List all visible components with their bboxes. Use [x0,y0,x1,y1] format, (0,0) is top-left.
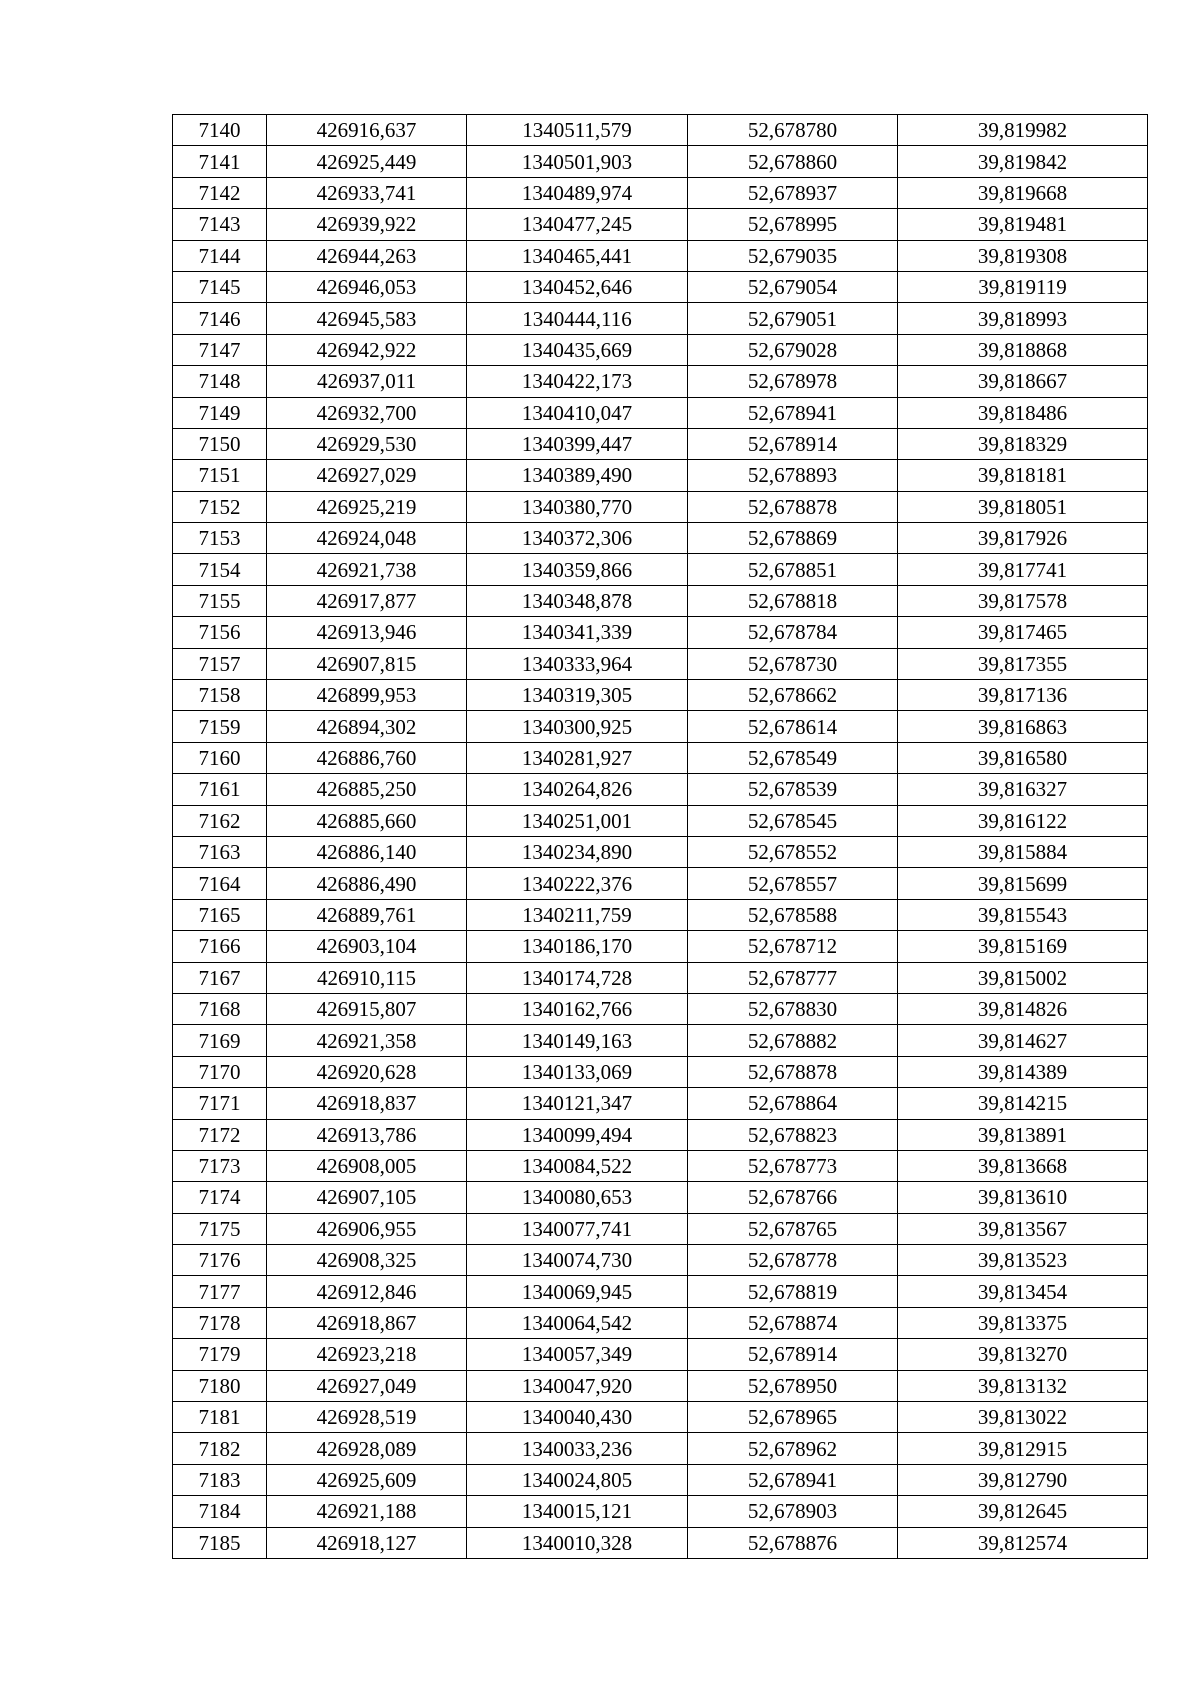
point-number-cell: 7176 [173,1245,267,1276]
latitude-cell: 52,678557 [688,868,898,899]
latitude-cell: 52,678882 [688,1025,898,1056]
y-coordinate-cell: 1340057,349 [467,1339,688,1370]
y-coordinate-cell: 1340380,770 [467,491,688,522]
y-coordinate-cell: 1340422,173 [467,366,688,397]
table-row [173,1464,1148,1495]
latitude-cell: 52,678819 [688,1276,898,1307]
longitude-cell: 39,817578 [898,585,1148,616]
point-number-cell: 7168 [173,993,267,1024]
y-coordinate-cell: 1340069,945 [467,1276,688,1307]
y-coordinate-cell: 1340444,116 [467,303,688,334]
x-coordinate-cell: 426913,946 [267,617,467,648]
x-coordinate-cell: 426921,738 [267,554,467,585]
y-coordinate-cell: 1340077,741 [467,1213,688,1244]
table-row [173,240,1148,271]
y-coordinate-cell: 1340389,490 [467,460,688,491]
y-coordinate-cell: 1340300,925 [467,711,688,742]
latitude-cell: 52,678869 [688,523,898,554]
point-number-cell: 7145 [173,271,267,302]
point-number-cell: 7175 [173,1213,267,1244]
latitude-cell: 52,678777 [688,962,898,993]
longitude-cell: 39,819982 [898,115,1148,146]
longitude-cell: 39,818329 [898,428,1148,459]
y-coordinate-cell: 1340341,339 [467,617,688,648]
y-coordinate-cell: 1340080,653 [467,1182,688,1213]
longitude-cell: 39,814389 [898,1056,1148,1087]
point-number-cell: 7162 [173,805,267,836]
y-coordinate-cell: 1340435,669 [467,334,688,365]
table-row [173,523,1148,554]
longitude-cell: 39,818868 [898,334,1148,365]
latitude-cell: 52,678893 [688,460,898,491]
x-coordinate-cell: 426925,219 [267,491,467,522]
x-coordinate-cell: 426910,115 [267,962,467,993]
coordinates-table [172,114,1148,1559]
x-coordinate-cell: 426921,188 [267,1496,467,1527]
table-row [173,899,1148,930]
latitude-cell: 52,678941 [688,1464,898,1495]
point-number-cell: 7172 [173,1119,267,1150]
x-coordinate-cell: 426944,263 [267,240,467,271]
y-coordinate-cell: 1340333,964 [467,648,688,679]
latitude-cell: 52,678851 [688,554,898,585]
x-coordinate-cell: 426907,105 [267,1182,467,1213]
longitude-cell: 39,817741 [898,554,1148,585]
y-coordinate-cell: 1340399,447 [467,428,688,459]
y-coordinate-cell: 1340211,759 [467,899,688,930]
point-number-cell: 7152 [173,491,267,522]
latitude-cell: 52,678950 [688,1370,898,1401]
longitude-cell: 39,815169 [898,931,1148,962]
y-coordinate-cell: 1340074,730 [467,1245,688,1276]
latitude-cell: 52,678864 [688,1088,898,1119]
latitude-cell: 52,678712 [688,931,898,962]
table-row [173,648,1148,679]
x-coordinate-cell: 426924,048 [267,523,467,554]
point-number-cell: 7171 [173,1088,267,1119]
longitude-cell: 39,813610 [898,1182,1148,1213]
longitude-cell: 39,818993 [898,303,1148,334]
x-coordinate-cell: 426915,807 [267,993,467,1024]
longitude-cell: 39,818486 [898,397,1148,428]
longitude-cell: 39,813567 [898,1213,1148,1244]
table-row [173,1276,1148,1307]
x-coordinate-cell: 426907,815 [267,648,467,679]
latitude-cell: 52,678914 [688,1339,898,1370]
x-coordinate-cell: 426889,761 [267,899,467,930]
x-coordinate-cell: 426928,519 [267,1402,467,1433]
longitude-cell: 39,816327 [898,774,1148,805]
latitude-cell: 52,678903 [688,1496,898,1527]
table-row [173,209,1148,240]
longitude-cell: 39,817136 [898,680,1148,711]
y-coordinate-cell: 1340174,728 [467,962,688,993]
latitude-cell: 52,678878 [688,1056,898,1087]
point-number-cell: 7177 [173,1276,267,1307]
longitude-cell: 39,814627 [898,1025,1148,1056]
latitude-cell: 52,678549 [688,742,898,773]
point-number-cell: 7164 [173,868,267,899]
x-coordinate-cell: 426942,922 [267,334,467,365]
y-coordinate-cell: 1340251,001 [467,805,688,836]
point-number-cell: 7185 [173,1527,267,1558]
table-row [173,993,1148,1024]
x-coordinate-cell: 426925,609 [267,1464,467,1495]
x-coordinate-cell: 426945,583 [267,303,467,334]
y-coordinate-cell: 1340511,579 [467,115,688,146]
y-coordinate-cell: 1340162,766 [467,993,688,1024]
point-number-cell: 7156 [173,617,267,648]
y-coordinate-cell: 1340121,347 [467,1088,688,1119]
x-coordinate-cell: 426923,218 [267,1339,467,1370]
latitude-cell: 52,678614 [688,711,898,742]
table-row [173,1213,1148,1244]
x-coordinate-cell: 426921,358 [267,1025,467,1056]
y-coordinate-cell: 1340033,236 [467,1433,688,1464]
longitude-cell: 39,813022 [898,1402,1148,1433]
point-number-cell: 7160 [173,742,267,773]
table-row [173,742,1148,773]
point-number-cell: 7143 [173,209,267,240]
latitude-cell: 52,679028 [688,334,898,365]
longitude-cell: 39,812915 [898,1433,1148,1464]
table-row [173,1150,1148,1181]
x-coordinate-cell: 426913,786 [267,1119,467,1150]
longitude-cell: 39,813132 [898,1370,1148,1401]
point-number-cell: 7148 [173,366,267,397]
y-coordinate-cell: 1340084,522 [467,1150,688,1181]
point-number-cell: 7170 [173,1056,267,1087]
y-coordinate-cell: 1340465,441 [467,240,688,271]
table-row [173,1433,1148,1464]
longitude-cell: 39,812574 [898,1527,1148,1558]
point-number-cell: 7163 [173,836,267,867]
longitude-cell: 39,818667 [898,366,1148,397]
latitude-cell: 52,678878 [688,491,898,522]
x-coordinate-cell: 426899,953 [267,680,467,711]
x-coordinate-cell: 426939,922 [267,209,467,240]
latitude-cell: 52,678545 [688,805,898,836]
table-row [173,836,1148,867]
y-coordinate-cell: 1340024,805 [467,1464,688,1495]
x-coordinate-cell: 426886,490 [267,868,467,899]
latitude-cell: 52,678730 [688,648,898,679]
latitude-cell: 52,678780 [688,115,898,146]
longitude-cell: 39,816863 [898,711,1148,742]
point-number-cell: 7169 [173,1025,267,1056]
y-coordinate-cell: 1340149,163 [467,1025,688,1056]
table-row [173,680,1148,711]
longitude-cell: 39,814215 [898,1088,1148,1119]
table-row [173,1527,1148,1558]
point-number-cell: 7173 [173,1150,267,1181]
x-coordinate-cell: 426925,449 [267,146,467,177]
table-row [173,491,1148,522]
table-row [173,1370,1148,1401]
latitude-cell: 52,678874 [688,1307,898,1338]
coordinates-table-body [173,115,1148,1559]
longitude-cell: 39,818181 [898,460,1148,491]
latitude-cell: 52,679051 [688,303,898,334]
point-number-cell: 7154 [173,554,267,585]
y-coordinate-cell: 1340359,866 [467,554,688,585]
latitude-cell: 52,679035 [688,240,898,271]
latitude-cell: 52,678784 [688,617,898,648]
table-row [173,177,1148,208]
table-row [173,428,1148,459]
longitude-cell: 39,815543 [898,899,1148,930]
y-coordinate-cell: 1340234,890 [467,836,688,867]
longitude-cell: 39,818051 [898,491,1148,522]
latitude-cell: 52,678766 [688,1182,898,1213]
point-number-cell: 7153 [173,523,267,554]
longitude-cell: 39,819481 [898,209,1148,240]
point-number-cell: 7140 [173,115,267,146]
table-row [173,774,1148,805]
longitude-cell: 39,814826 [898,993,1148,1024]
latitude-cell: 52,678539 [688,774,898,805]
longitude-cell: 39,819842 [898,146,1148,177]
point-number-cell: 7141 [173,146,267,177]
table-row [173,1496,1148,1527]
x-coordinate-cell: 426933,741 [267,177,467,208]
x-coordinate-cell: 426885,250 [267,774,467,805]
point-number-cell: 7178 [173,1307,267,1338]
latitude-cell: 52,678552 [688,836,898,867]
y-coordinate-cell: 1340264,826 [467,774,688,805]
table-row [173,617,1148,648]
y-coordinate-cell: 1340348,878 [467,585,688,616]
x-coordinate-cell: 426903,104 [267,931,467,962]
longitude-cell: 39,813375 [898,1307,1148,1338]
latitude-cell: 52,678914 [688,428,898,459]
table-row [173,805,1148,836]
latitude-cell: 52,678765 [688,1213,898,1244]
point-number-cell: 7174 [173,1182,267,1213]
longitude-cell: 39,813270 [898,1339,1148,1370]
longitude-cell: 39,817926 [898,523,1148,554]
y-coordinate-cell: 1340015,121 [467,1496,688,1527]
table-row [173,1245,1148,1276]
x-coordinate-cell: 426908,005 [267,1150,467,1181]
longitude-cell: 39,817355 [898,648,1148,679]
table-row [173,585,1148,616]
table-row [173,931,1148,962]
latitude-cell: 52,678860 [688,146,898,177]
x-coordinate-cell: 426918,867 [267,1307,467,1338]
longitude-cell: 39,813891 [898,1119,1148,1150]
longitude-cell: 39,816580 [898,742,1148,773]
x-coordinate-cell: 426928,089 [267,1433,467,1464]
y-coordinate-cell: 1340501,903 [467,146,688,177]
longitude-cell: 39,815884 [898,836,1148,867]
y-coordinate-cell: 1340133,069 [467,1056,688,1087]
longitude-cell: 39,812790 [898,1464,1148,1495]
table-row [173,1056,1148,1087]
point-number-cell: 7183 [173,1464,267,1495]
x-coordinate-cell: 426906,955 [267,1213,467,1244]
table-row [173,1025,1148,1056]
longitude-cell: 39,813523 [898,1245,1148,1276]
table-row [173,146,1148,177]
point-number-cell: 7155 [173,585,267,616]
longitude-cell: 39,819308 [898,240,1148,271]
y-coordinate-cell: 1340064,542 [467,1307,688,1338]
table-row [173,1307,1148,1338]
latitude-cell: 52,678823 [688,1119,898,1150]
point-number-cell: 7146 [173,303,267,334]
y-coordinate-cell: 1340410,047 [467,397,688,428]
y-coordinate-cell: 1340186,170 [467,931,688,962]
y-coordinate-cell: 1340222,376 [467,868,688,899]
point-number-cell: 7158 [173,680,267,711]
y-coordinate-cell: 1340319,305 [467,680,688,711]
table-row [173,711,1148,742]
y-coordinate-cell: 1340372,306 [467,523,688,554]
latitude-cell: 52,679054 [688,271,898,302]
latitude-cell: 52,678937 [688,177,898,208]
table-row [173,1119,1148,1150]
latitude-cell: 52,678773 [688,1150,898,1181]
x-coordinate-cell: 426920,628 [267,1056,467,1087]
table-row [173,115,1148,146]
latitude-cell: 52,678662 [688,680,898,711]
table-row [173,1339,1148,1370]
longitude-cell: 39,815002 [898,962,1148,993]
y-coordinate-cell: 1340040,430 [467,1402,688,1433]
table-row [173,334,1148,365]
latitude-cell: 52,678778 [688,1245,898,1276]
x-coordinate-cell: 426912,846 [267,1276,467,1307]
longitude-cell: 39,812645 [898,1496,1148,1527]
x-coordinate-cell: 426927,049 [267,1370,467,1401]
table-row [173,397,1148,428]
x-coordinate-cell: 426937,011 [267,366,467,397]
point-number-cell: 7181 [173,1402,267,1433]
latitude-cell: 52,678588 [688,899,898,930]
longitude-cell: 39,817465 [898,617,1148,648]
x-coordinate-cell: 426918,127 [267,1527,467,1558]
latitude-cell: 52,678962 [688,1433,898,1464]
y-coordinate-cell: 1340010,328 [467,1527,688,1558]
y-coordinate-cell: 1340452,646 [467,271,688,302]
table-row [173,962,1148,993]
table-row [173,868,1148,899]
table-row [173,554,1148,585]
point-number-cell: 7165 [173,899,267,930]
point-number-cell: 7157 [173,648,267,679]
point-number-cell: 7161 [173,774,267,805]
x-coordinate-cell: 426929,530 [267,428,467,459]
longitude-cell: 39,819119 [898,271,1148,302]
longitude-cell: 39,813668 [898,1150,1148,1181]
x-coordinate-cell: 426946,053 [267,271,467,302]
point-number-cell: 7167 [173,962,267,993]
latitude-cell: 52,678965 [688,1402,898,1433]
point-number-cell: 7150 [173,428,267,459]
x-coordinate-cell: 426894,302 [267,711,467,742]
table-row [173,1182,1148,1213]
point-number-cell: 7144 [173,240,267,271]
longitude-cell: 39,819668 [898,177,1148,208]
point-number-cell: 7142 [173,177,267,208]
point-number-cell: 7180 [173,1370,267,1401]
point-number-cell: 7179 [173,1339,267,1370]
x-coordinate-cell: 426885,660 [267,805,467,836]
point-number-cell: 7151 [173,460,267,491]
y-coordinate-cell: 1340047,920 [467,1370,688,1401]
x-coordinate-cell: 426917,877 [267,585,467,616]
latitude-cell: 52,678876 [688,1527,898,1558]
latitude-cell: 52,678941 [688,397,898,428]
point-number-cell: 7166 [173,931,267,962]
x-coordinate-cell: 426886,760 [267,742,467,773]
y-coordinate-cell: 1340099,494 [467,1119,688,1150]
y-coordinate-cell: 1340281,927 [467,742,688,773]
table-row [173,460,1148,491]
x-coordinate-cell: 426927,029 [267,460,467,491]
y-coordinate-cell: 1340477,245 [467,209,688,240]
x-coordinate-cell: 426908,325 [267,1245,467,1276]
point-number-cell: 7149 [173,397,267,428]
x-coordinate-cell: 426932,700 [267,397,467,428]
point-number-cell: 7147 [173,334,267,365]
x-coordinate-cell: 426916,637 [267,115,467,146]
point-number-cell: 7159 [173,711,267,742]
longitude-cell: 39,816122 [898,805,1148,836]
latitude-cell: 52,678995 [688,209,898,240]
table-row [173,366,1148,397]
table-row [173,1088,1148,1119]
table-row [173,303,1148,334]
point-number-cell: 7184 [173,1496,267,1527]
longitude-cell: 39,815699 [898,868,1148,899]
latitude-cell: 52,678818 [688,585,898,616]
y-coordinate-cell: 1340489,974 [467,177,688,208]
latitude-cell: 52,678830 [688,993,898,1024]
x-coordinate-cell: 426886,140 [267,836,467,867]
longitude-cell: 39,813454 [898,1276,1148,1307]
latitude-cell: 52,678978 [688,366,898,397]
table-row [173,1402,1148,1433]
point-number-cell: 7182 [173,1433,267,1464]
x-coordinate-cell: 426918,837 [267,1088,467,1119]
table-row [173,271,1148,302]
